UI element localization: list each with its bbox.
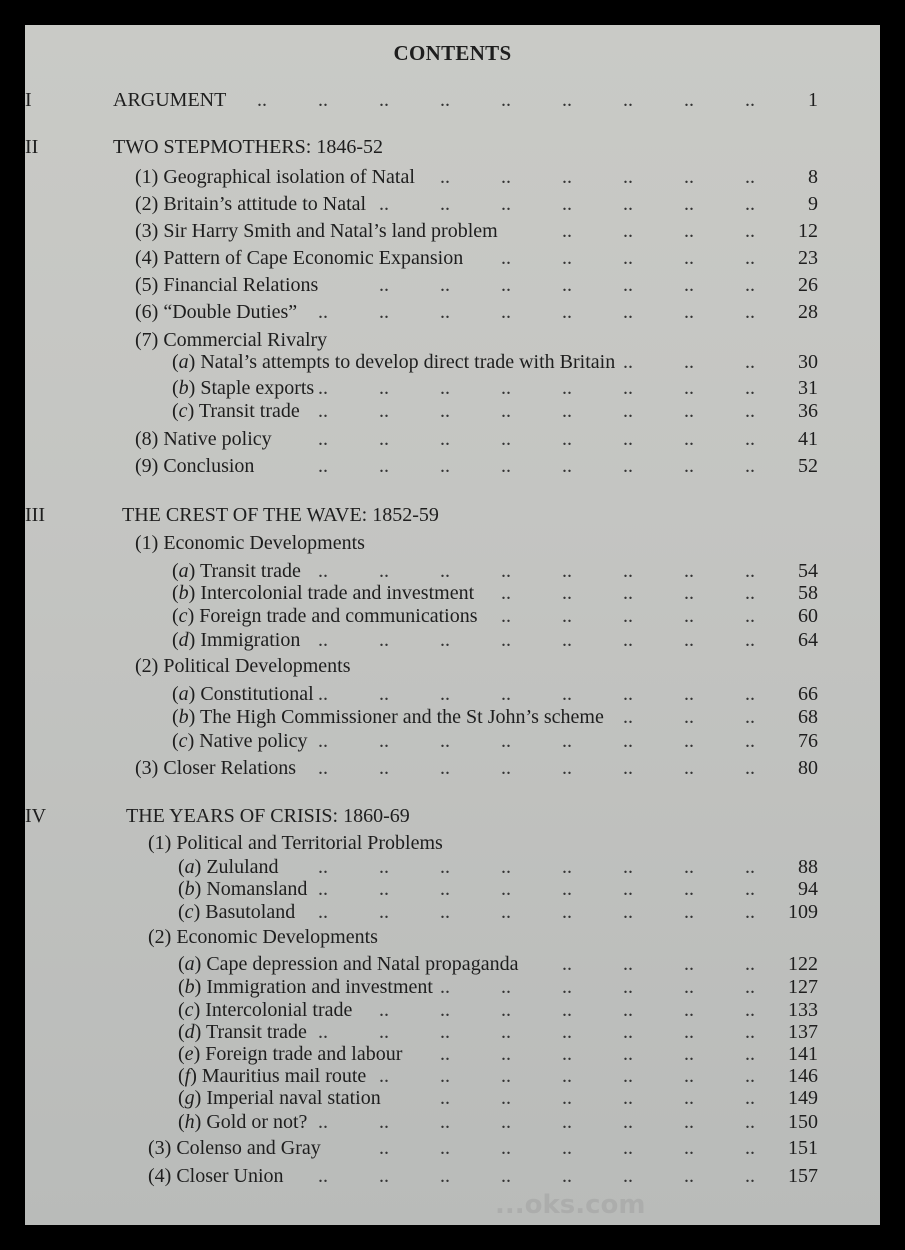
chapter-title: THE CREST OF THE WAVE: 1852-59: [122, 504, 439, 526]
chapter-title: THE YEARS OF CRISIS: 1860-69: [126, 805, 410, 827]
leader-dots: .. .. .. .. .. ..: [440, 976, 755, 998]
page-number: 12: [798, 220, 818, 242]
subsection-title: (b) Intercolonial trade and investment: [172, 582, 475, 604]
page-number: 52: [798, 455, 818, 477]
section-title: (1) Economic Developments: [135, 532, 365, 554]
leader-dots: .. .. .. .. .. .. .. ..: [318, 683, 755, 705]
page-number: 149: [788, 1087, 818, 1109]
page-number: 150: [788, 1111, 818, 1133]
subsection-title: (g) Imperial naval station: [178, 1087, 381, 1109]
toc-entry-section: [25, 924, 880, 950]
toc-entry-sub: [25, 1085, 880, 1111]
page-number: 58: [798, 582, 818, 604]
toc-entry-section: [25, 191, 880, 217]
page-number: 68: [798, 706, 818, 728]
subsection-title: (c) Basutoland: [178, 901, 296, 923]
toc-entry-section: [25, 164, 880, 190]
section-title: (5) Financial Relations: [135, 274, 319, 296]
subsection-title: (d) Immigration: [172, 629, 301, 651]
page-number: 76: [798, 730, 818, 752]
section-title: (2) Political Developments: [135, 655, 351, 677]
subsection-title: (e) Foreign trade and labour: [178, 1043, 403, 1065]
subsection-title: (a) Zululand: [178, 856, 279, 878]
page-number: 26: [798, 274, 818, 296]
subsection-title: (f) Mauritius mail route: [178, 1065, 367, 1087]
page-number: 109: [788, 901, 818, 923]
subsection-title: (b) Immigration and investment: [178, 976, 433, 998]
chapter-title: ARGUMENT: [113, 89, 227, 111]
leader-dots: .. .. .. .. ..: [501, 605, 755, 627]
toc-entry-sub: [25, 398, 880, 424]
toc-entry-chapter: [25, 87, 880, 113]
leader-dots: .. .. .. .. .. .. .. ..: [318, 301, 755, 323]
leader-dots: .. .. .. .. .. ..: [440, 166, 755, 188]
toc-entry-section: [25, 653, 880, 679]
page-number: 30: [798, 351, 818, 373]
leader-dots: .. .. .. .. .. .. .. ..: [318, 400, 755, 422]
leader-dots: .. .. .. .. .. .. .. ..: [318, 901, 755, 923]
leader-dots: .. .. .. .. .. .. .. ..: [318, 1111, 755, 1133]
toc-entry-section: [25, 755, 880, 781]
chapter-number: I: [25, 89, 32, 111]
page-number: 146: [788, 1065, 818, 1087]
toc-entry-sub: [25, 627, 880, 653]
section-title: (3) Sir Harry Smith and Natal’s land problem: [135, 220, 498, 242]
toc-entry-section: [25, 272, 880, 298]
toc-entry-section: [25, 299, 880, 325]
toc-entry-section: [25, 1135, 880, 1161]
section-title: (7) Commercial Rivalry: [135, 329, 328, 351]
leader-dots: .. .. .. .. .. ..: [440, 1043, 755, 1065]
page-number: 141: [788, 1043, 818, 1065]
section-title: (1) Geographical isolation of Natal: [135, 166, 415, 188]
toc-entry-section: [25, 453, 880, 479]
toc-entry-chapter: [25, 803, 880, 829]
subsection-title: (c) Intercolonial trade: [178, 999, 353, 1021]
page-number: 41: [798, 428, 818, 450]
section-title: (2) Britain’s attitude to Natal: [135, 193, 367, 215]
toc-entry-section: [25, 245, 880, 271]
leader-dots: .. .. .. .. .. .. ..: [379, 274, 755, 296]
chapter-number: II: [25, 136, 39, 158]
page-number: 23: [798, 247, 818, 269]
page-number: 157: [788, 1165, 818, 1187]
chapter-number: III: [25, 504, 45, 526]
toc-entry-section: [25, 1163, 880, 1189]
toc-entry-chapter: [25, 134, 880, 160]
toc-entry-sub: [25, 899, 880, 925]
section-title: (3) Closer Relations: [135, 757, 297, 779]
page-number: 64: [798, 629, 818, 651]
subsection-title: (b) Nomansland: [178, 878, 308, 900]
page-number: 122: [788, 953, 818, 975]
leader-dots: .. .. .. .. .. .. .. ..: [318, 730, 755, 752]
leader-dots: .. .. .. .. .. .. ..: [379, 1065, 755, 1087]
leader-dots: .. .. .. .. .. .. .. ..: [318, 428, 755, 450]
subsection-title: (c) Transit trade: [172, 400, 300, 422]
section-title: (9) Conclusion: [135, 455, 255, 477]
section-title: (1) Political and Territorial Problems: [148, 832, 443, 854]
chapter-title: TWO STEPMOTHERS: 1846-52: [113, 136, 383, 158]
subsection-title: (a) Transit trade: [172, 560, 301, 582]
toc-entry-section: [25, 218, 880, 244]
leader-dots: .. .. .. .. .. .. .. ..: [318, 1021, 755, 1043]
subsection-title: (a) Constitutional: [172, 683, 314, 705]
leader-dots: .. .. .. ..: [562, 953, 755, 975]
leader-dots: .. .. ..: [623, 351, 755, 373]
page-number: 94: [798, 878, 818, 900]
section-title: (4) Pattern of Cape Economic Expansion: [135, 247, 464, 269]
subsection-title: (c) Native policy: [172, 730, 308, 752]
page-number: 60: [798, 605, 818, 627]
page-number: 28: [798, 301, 818, 323]
page-number: 137: [788, 1021, 818, 1043]
leader-dots: .. .. .. ..: [562, 220, 755, 242]
toc-entry-section: [25, 830, 880, 856]
leader-dots: .. .. .. .. .. ..: [440, 1087, 755, 1109]
page-number: 88: [798, 856, 818, 878]
section-title: (4) Closer Union: [148, 1165, 284, 1187]
page-number: 9: [808, 193, 818, 215]
section-title: (6) “Double Duties”: [135, 301, 298, 323]
toc-entry-sub: [25, 349, 880, 375]
subsection-title: (h) Gold or not?: [178, 1111, 308, 1133]
page-number: 133: [788, 999, 818, 1021]
toc-entry-sub: [25, 704, 880, 730]
leader-dots: .. .. .. .. .. .. .. ..: [318, 455, 755, 477]
leader-dots: .. .. .. .. .. .. .. ..: [318, 1165, 755, 1187]
page-title: CONTENTS: [393, 41, 512, 65]
leader-dots: .. .. .. .. ..: [501, 582, 755, 604]
toc-entry-sub: [25, 603, 880, 629]
leader-dots: .. .. .. .. .. .. .. .. ..: [257, 89, 755, 111]
toc-entry-section: [25, 426, 880, 452]
contents-page: [25, 25, 880, 1225]
leader-dots: .. .. .. .. .. .. .. ..: [318, 377, 755, 399]
page-number: 151: [788, 1137, 818, 1159]
leader-dots: .. .. .. .. .. .. ..: [379, 1137, 755, 1159]
section-title: (8) Native policy: [135, 428, 272, 450]
leader-dots: .. .. .. .. .. .. .. ..: [318, 878, 755, 900]
page-number: 66: [798, 683, 818, 705]
leader-dots: .. .. .. .. .. .. .. ..: [318, 560, 755, 582]
section-title: (2) Economic Developments: [148, 926, 378, 948]
leader-dots: .. .. .. .. .. .. .. ..: [318, 856, 755, 878]
page-number: 31: [798, 377, 818, 399]
watermark: ...oks.com: [495, 1190, 646, 1220]
toc-entry-section: [25, 530, 880, 556]
page-number: 8: [808, 166, 818, 188]
section-title: (3) Colenso and Gray: [148, 1137, 321, 1159]
subsection-title: (a) Natal’s attempts to develop direct trade with Britain: [172, 351, 616, 373]
subsection-title: (b) Staple exports: [172, 377, 315, 399]
leader-dots: .. .. .. .. .. .. .. ..: [318, 629, 755, 651]
subsection-title: (d) Transit trade: [178, 1021, 307, 1043]
subsection-title: (b) The High Commissioner and the St John’s scheme: [172, 706, 604, 728]
page-number: 1: [808, 89, 818, 111]
chapter-number: IV: [25, 805, 47, 827]
leader-dots: .. .. .. .. .. .. .. ..: [318, 757, 755, 779]
page-number: 127: [788, 976, 818, 998]
leader-dots: .. .. .. .. .. .. ..: [379, 193, 755, 215]
toc-entry-sub: [25, 1109, 880, 1135]
toc-entry-sub: [25, 728, 880, 754]
leader-dots: .. .. .. .. .. .. ..: [379, 999, 755, 1021]
page-number: 54: [798, 560, 818, 582]
page-number: 36: [798, 400, 818, 422]
page-number: 80: [798, 757, 818, 779]
subsection-title: (c) Foreign trade and communications: [172, 605, 478, 627]
subsection-title: (a) Cape depression and Natal propaganda: [178, 953, 519, 975]
leader-dots: .. .. ..: [623, 706, 755, 728]
toc-entry-chapter: [25, 502, 880, 528]
leader-dots: .. .. .. .. ..: [501, 247, 755, 269]
